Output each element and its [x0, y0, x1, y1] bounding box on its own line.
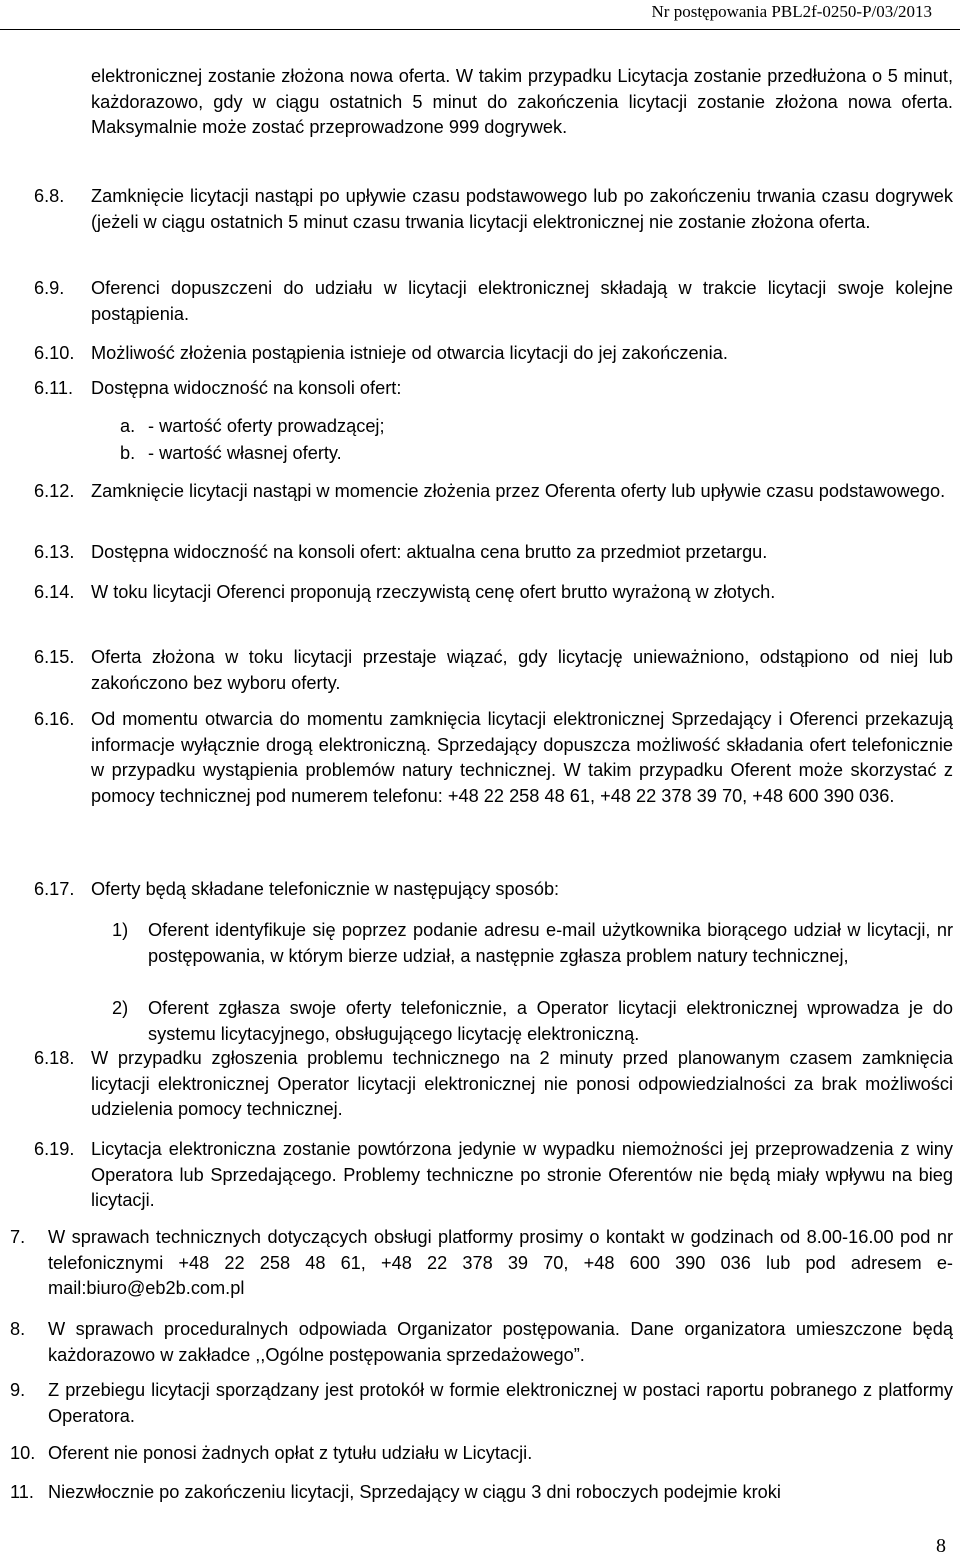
- section-number: 6.15.: [34, 647, 75, 667]
- point-text: W sprawach proceduralnych odpowiada Organizator postępowania. Dane organizatora umieszczone będą każdorazowo w zakładce ,,Ogólne postępowania sprzedażowego”.: [48, 1319, 953, 1365]
- section-number: 6.8.: [34, 186, 65, 206]
- list-marker: a.: [120, 416, 136, 436]
- section-text: Możliwość złożenia postąpienia istnieje od otwarcia licytacji do jej zakończenia.: [91, 343, 728, 363]
- section-number: 6.14.: [34, 582, 75, 602]
- section-number: 6.12.: [34, 481, 75, 501]
- intro-paragraph: elektronicznej zostanie złożona nowa oferta. W takim przypadku Licytacja zostanie przedłużona o 5 minut, każdorazowo, gdy w ciągu ostatnich 5 minut do zakończenia licytacji zostanie złożona nowa oferta. Maksymalnie może zostać przeprowadzone 999 dogrywek.: [91, 66, 953, 138]
- page-number: 8: [936, 1535, 946, 1557]
- point-number: 11.: [10, 1482, 34, 1502]
- section-number: 6.16.: [34, 709, 75, 729]
- section-text: Oferta złożona w toku licytacji przestaje wiązać, gdy licytację unieważniono, odstąpiono od niej lub zakończono bez wyboru oferty.: [91, 647, 953, 693]
- section-number: 6.9.: [34, 278, 65, 298]
- section-number: 6.19.: [34, 1139, 75, 1159]
- section-text: Zamknięcie licytacji nastąpi w momencie złożenia przez Oferenta oferty lub upływie czasu podstawowego.: [91, 481, 946, 501]
- section-text: Oferty będą składane telefonicznie w następujący sposób:: [91, 879, 560, 899]
- list-marker: 1): [112, 920, 129, 940]
- section-text: W toku licytacji Oferenci proponują rzeczywistą cenę ofert brutto wyrażoną w złotych.: [91, 582, 776, 602]
- page-header: [0, 0, 960, 30]
- list-marker: 2): [112, 998, 129, 1018]
- section-text: Zamknięcie licytacji nastąpi po upływie czasu podstawowego lub po zakończeniu trwania czasu dogrywek (jeżeli w ciągu ostatnich 5 minut czasu trwania licytacji elektronicznej nie zostanie złożona oferta.: [91, 186, 953, 232]
- point-text: Z przebiegu licytacji sporządzany jest protokół w formie elektronicznej w postaci raportu pobranego z platformy Operatora.: [48, 1380, 953, 1426]
- section-number: 6.17.: [34, 879, 75, 899]
- section-text: W przypadku zgłoszenia problemu technicznego na 2 minuty przed planowanym czasem zamknięcia licytacji elektronicznej Operator licytacji elektronicznej nie ponosi odpowiedzialności za brak możliwości udzielenia pomocy technicznej.: [91, 1048, 953, 1120]
- section-number: 6.18.: [34, 1048, 75, 1068]
- point-number: 10.: [10, 1443, 36, 1463]
- section-number: 6.10.: [34, 343, 75, 363]
- case-number: Nr postępowania PBL2f-0250-P/03/2013: [651, 2, 932, 21]
- section-text: Oferenci dopuszczeni do udziału w licytacji elektronicznej składają w trakcie licytacji swoje kolejne postąpienia.: [91, 278, 953, 324]
- section-number: 6.11.: [34, 378, 74, 398]
- point-number: 8.: [10, 1319, 26, 1339]
- section-text: Dostępna widoczność na konsoli ofert: aktualna cena brutto za przedmiot przetargu.: [91, 542, 768, 562]
- section-number: 6.13.: [34, 542, 75, 562]
- point-number: 7.: [10, 1227, 26, 1247]
- list-item: Oferent identyfikuje się poprzez podanie adresu e-mail użytkownika biorącego udział w licytacji, nr postępowania, w którym bierze udział, a następnie zgłasza problem natury technicznej,: [148, 920, 953, 966]
- list-marker: b.: [120, 443, 136, 463]
- point-number: 9.: [10, 1380, 26, 1400]
- point-text: Oferent nie ponosi żadnych opłat z tytułu udziału w Licytacji.: [48, 1443, 533, 1463]
- section-text: Od momentu otwarcia do momentu zamknięcia licytacji elektronicznej Sprzedający i Oferenci przekazują informacje wyłącznie drogą elektroniczną. Sprzedający dopuszcza możliwość składania ofert telefonicznie w przypadku wystąpienia problemów natury technicznej. W takim przypadku Oferent może skorzystać z pomocy technicznej pod numerem telefonu: +48 22 258 48 61, +48 22 378 39 70, +48 600 390 036.: [91, 709, 953, 806]
- section-text: Dostępna widoczność na konsoli ofert:: [91, 378, 402, 398]
- point-text: W sprawach technicznych dotyczących obsługi platformy prosimy o kontakt w godzinach od 8.00-16.00 pod nr telefonicznymi +48 22 258 48 61, +48 22 378 39 70, +48 600 390 036 lub pod adresem e-mail:biuro@eb2b.com.pl: [48, 1227, 953, 1299]
- list-item: - wartość własnej oferty.: [148, 443, 342, 463]
- section-text: Licytacja elektroniczna zostanie powtórzona jedynie w wypadku niemożności jej przeprowadzenia z winy Operatora lub Sprzedającego. Problemy techniczne po stronie Oferentów nie będą miały wpływu na bieg licytacji.: [91, 1139, 953, 1211]
- list-item: - wartość oferty prowadzącej;: [148, 416, 385, 436]
- point-text: Niezwłocznie po zakończeniu licytacji, Sprzedający w ciągu 3 dni roboczych podejmie kroki: [48, 1482, 781, 1502]
- list-item: Oferent zgłasza swoje oferty telefonicznie, a Operator licytacji elektronicznej wprowadza je do systemu licytacyjnego, obsługującego licytację elektroniczną.: [148, 998, 953, 1044]
